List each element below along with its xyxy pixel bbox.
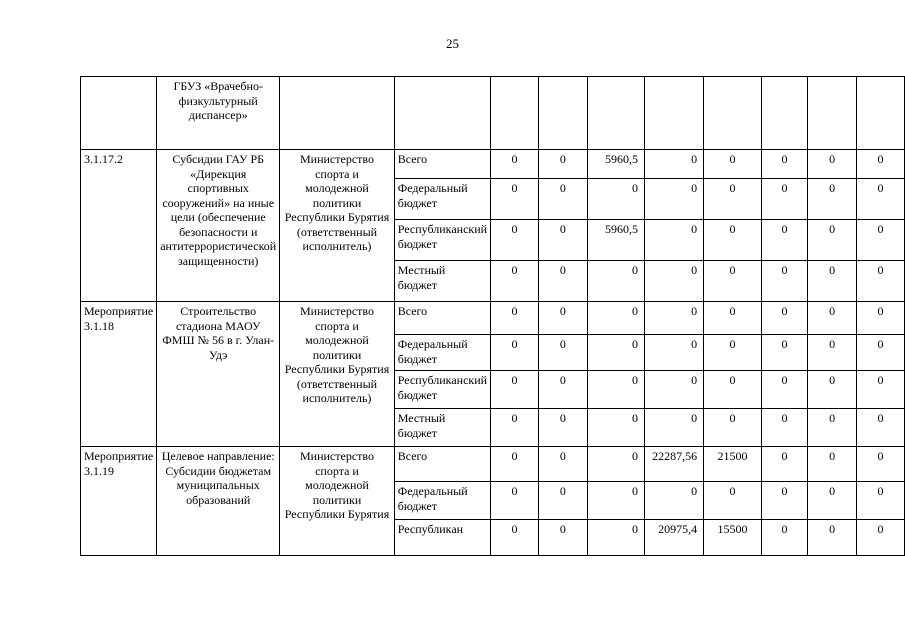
cell-value: 0: [808, 302, 857, 335]
cell-value: 0: [491, 150, 539, 179]
cell-value: 0: [761, 371, 807, 409]
cell-name: Целевое направление: Субсидии бюджетам муниципальных образований: [157, 447, 280, 556]
cell-value: 0: [808, 335, 857, 371]
cell-value: 0: [856, 371, 904, 409]
cell-value: 0: [644, 371, 703, 409]
cell-value: 0: [704, 409, 762, 447]
cell-source: Федеральный бюджет: [394, 482, 490, 520]
cell-executor: Министерство спорта и молодежной политики Республики Бурятия (ответственный исполнитель): [280, 302, 395, 447]
cell-executor: Министерство спорта и молодежной политики Республики Бурятия: [280, 447, 395, 556]
cell-value: 0: [704, 179, 762, 220]
cell-value: 0: [761, 409, 807, 447]
cell-value: 0: [808, 371, 857, 409]
cell-value: 0: [704, 150, 762, 179]
cell-source: Федеральный бюджет: [394, 179, 490, 220]
cell-name: Субсидии ГАУ РБ «Дирекция спортивных сооружений» на иные цели (обеспечение безопасности и антитеррористической защищенности): [157, 150, 280, 302]
cell-value: 0: [856, 220, 904, 261]
cell-value: 0: [587, 482, 644, 520]
cell-value: 0: [539, 179, 588, 220]
cell-value: 0: [491, 261, 539, 302]
cell-value: 0: [808, 482, 857, 520]
cell-value: 0: [704, 371, 762, 409]
cell-value: 0: [587, 371, 644, 409]
page-number: 25: [446, 36, 459, 51]
cell-name: ГБУЗ «Врачебно-физкультурный диспансер»: [157, 77, 280, 150]
cell-value: 0: [808, 409, 857, 447]
cell-value: 0: [587, 335, 644, 371]
cell-value: 0: [539, 302, 588, 335]
cell-value: 0: [704, 482, 762, 520]
cell-value: 21500: [704, 447, 762, 482]
cell-value: 0: [761, 150, 807, 179]
cell-executor: Министерство спорта и молодежной политики Республики Бурятия (ответственный исполнитель): [280, 150, 395, 302]
cell-value: 0: [856, 261, 904, 302]
cell-value: 0: [761, 520, 807, 556]
cell-value: 0: [539, 335, 588, 371]
budget-table: [80, 76, 905, 556]
cell-value: 0: [856, 302, 904, 335]
cell-value: 0: [761, 261, 807, 302]
cell-value: 0: [491, 447, 539, 482]
cell-value: 15500: [704, 520, 762, 556]
cell-empty: [491, 77, 539, 150]
cell-value: 0: [491, 520, 539, 556]
cell-value: 0: [587, 179, 644, 220]
cell-value: 0: [644, 150, 703, 179]
cell-value: 0: [761, 447, 807, 482]
cell-empty: [761, 77, 807, 150]
cell-value: 0: [644, 179, 703, 220]
cell-empty: [280, 77, 395, 150]
cell-value: 0: [539, 520, 588, 556]
cell-value: 0: [808, 520, 857, 556]
cell-empty: [539, 77, 588, 150]
cell-value: 0: [808, 220, 857, 261]
cell-empty: [394, 77, 490, 150]
cell-source: Республикан: [394, 520, 490, 556]
cell-value: 0: [761, 179, 807, 220]
cell-value: 0: [644, 409, 703, 447]
table-row: [81, 447, 905, 482]
cell-value: 0: [587, 302, 644, 335]
cell-value: 0: [539, 150, 588, 179]
cell-value: 0: [539, 482, 588, 520]
cell-value: 0: [808, 261, 857, 302]
cell-empty: [856, 77, 904, 150]
cell-source: Федеральный бюджет: [394, 335, 490, 371]
cell-empty: [587, 77, 644, 150]
cell-value: 0: [856, 150, 904, 179]
cell-value: 0: [491, 482, 539, 520]
cell-value: 0: [491, 409, 539, 447]
cell-value: 0: [761, 302, 807, 335]
cell-source: Всего: [394, 302, 490, 335]
cell-value: 0: [539, 447, 588, 482]
cell-name: Строительство стадиона МАОУ ФМШ № 56 в г. Улан-Удэ: [157, 302, 280, 447]
table-row: [81, 150, 905, 179]
cell-value: 0: [539, 409, 588, 447]
cell-source: Всего: [394, 150, 490, 179]
cell-code: 3.1.17.2: [81, 150, 157, 302]
cell-empty: [704, 77, 762, 150]
cell-value: 0: [644, 302, 703, 335]
cell-value: 0: [644, 261, 703, 302]
cell-value: 0: [644, 220, 703, 261]
cell-value: 0: [856, 482, 904, 520]
cell-value: 22287,56: [644, 447, 703, 482]
cell-value: 0: [761, 482, 807, 520]
cell-value: 0: [808, 150, 857, 179]
cell-value: 0: [644, 482, 703, 520]
cell-source: Местный бюджет: [394, 261, 490, 302]
cell-source: Местный бюджет: [394, 409, 490, 447]
cell-source: Всего: [394, 447, 490, 482]
cell-value: 0: [761, 220, 807, 261]
cell-value: 0: [539, 220, 588, 261]
cell-value: 0: [856, 409, 904, 447]
cell-value: 0: [587, 447, 644, 482]
cell-empty: [81, 77, 157, 150]
cell-value: 0: [761, 335, 807, 371]
cell-value: 0: [704, 220, 762, 261]
cell-value: 0: [856, 179, 904, 220]
cell-value: 5960,5: [587, 220, 644, 261]
cell-value: 20975,4: [644, 520, 703, 556]
cell-value: 0: [808, 447, 857, 482]
table-row: [81, 302, 905, 335]
cell-value: 0: [704, 261, 762, 302]
cell-value: 0: [644, 335, 703, 371]
cell-value: 0: [491, 335, 539, 371]
cell-value: 0: [491, 179, 539, 220]
cell-source: Республиканский бюджет: [394, 371, 490, 409]
cell-value: 0: [491, 302, 539, 335]
cell-value: 0: [491, 371, 539, 409]
cell-code: Мероприятие 3.1.18: [81, 302, 157, 447]
cell-value: 0: [539, 261, 588, 302]
cell-empty: [644, 77, 703, 150]
table-row: [81, 77, 905, 150]
cell-source: Республиканский бюджет: [394, 220, 490, 261]
cell-value: 0: [587, 261, 644, 302]
cell-value: 0: [808, 179, 857, 220]
cell-value: 0: [539, 371, 588, 409]
cell-value: 0: [704, 302, 762, 335]
cell-empty: [808, 77, 857, 150]
cell-value: 0: [587, 409, 644, 447]
cell-value: 0: [856, 335, 904, 371]
cell-value: 0: [587, 520, 644, 556]
cell-value: 0: [704, 335, 762, 371]
cell-code: Мероприятие 3.1.19: [81, 447, 157, 556]
cell-value: 0: [856, 447, 904, 482]
cell-value: 0: [491, 220, 539, 261]
cell-value: 5960,5: [587, 150, 644, 179]
cell-value: 0: [856, 520, 904, 556]
